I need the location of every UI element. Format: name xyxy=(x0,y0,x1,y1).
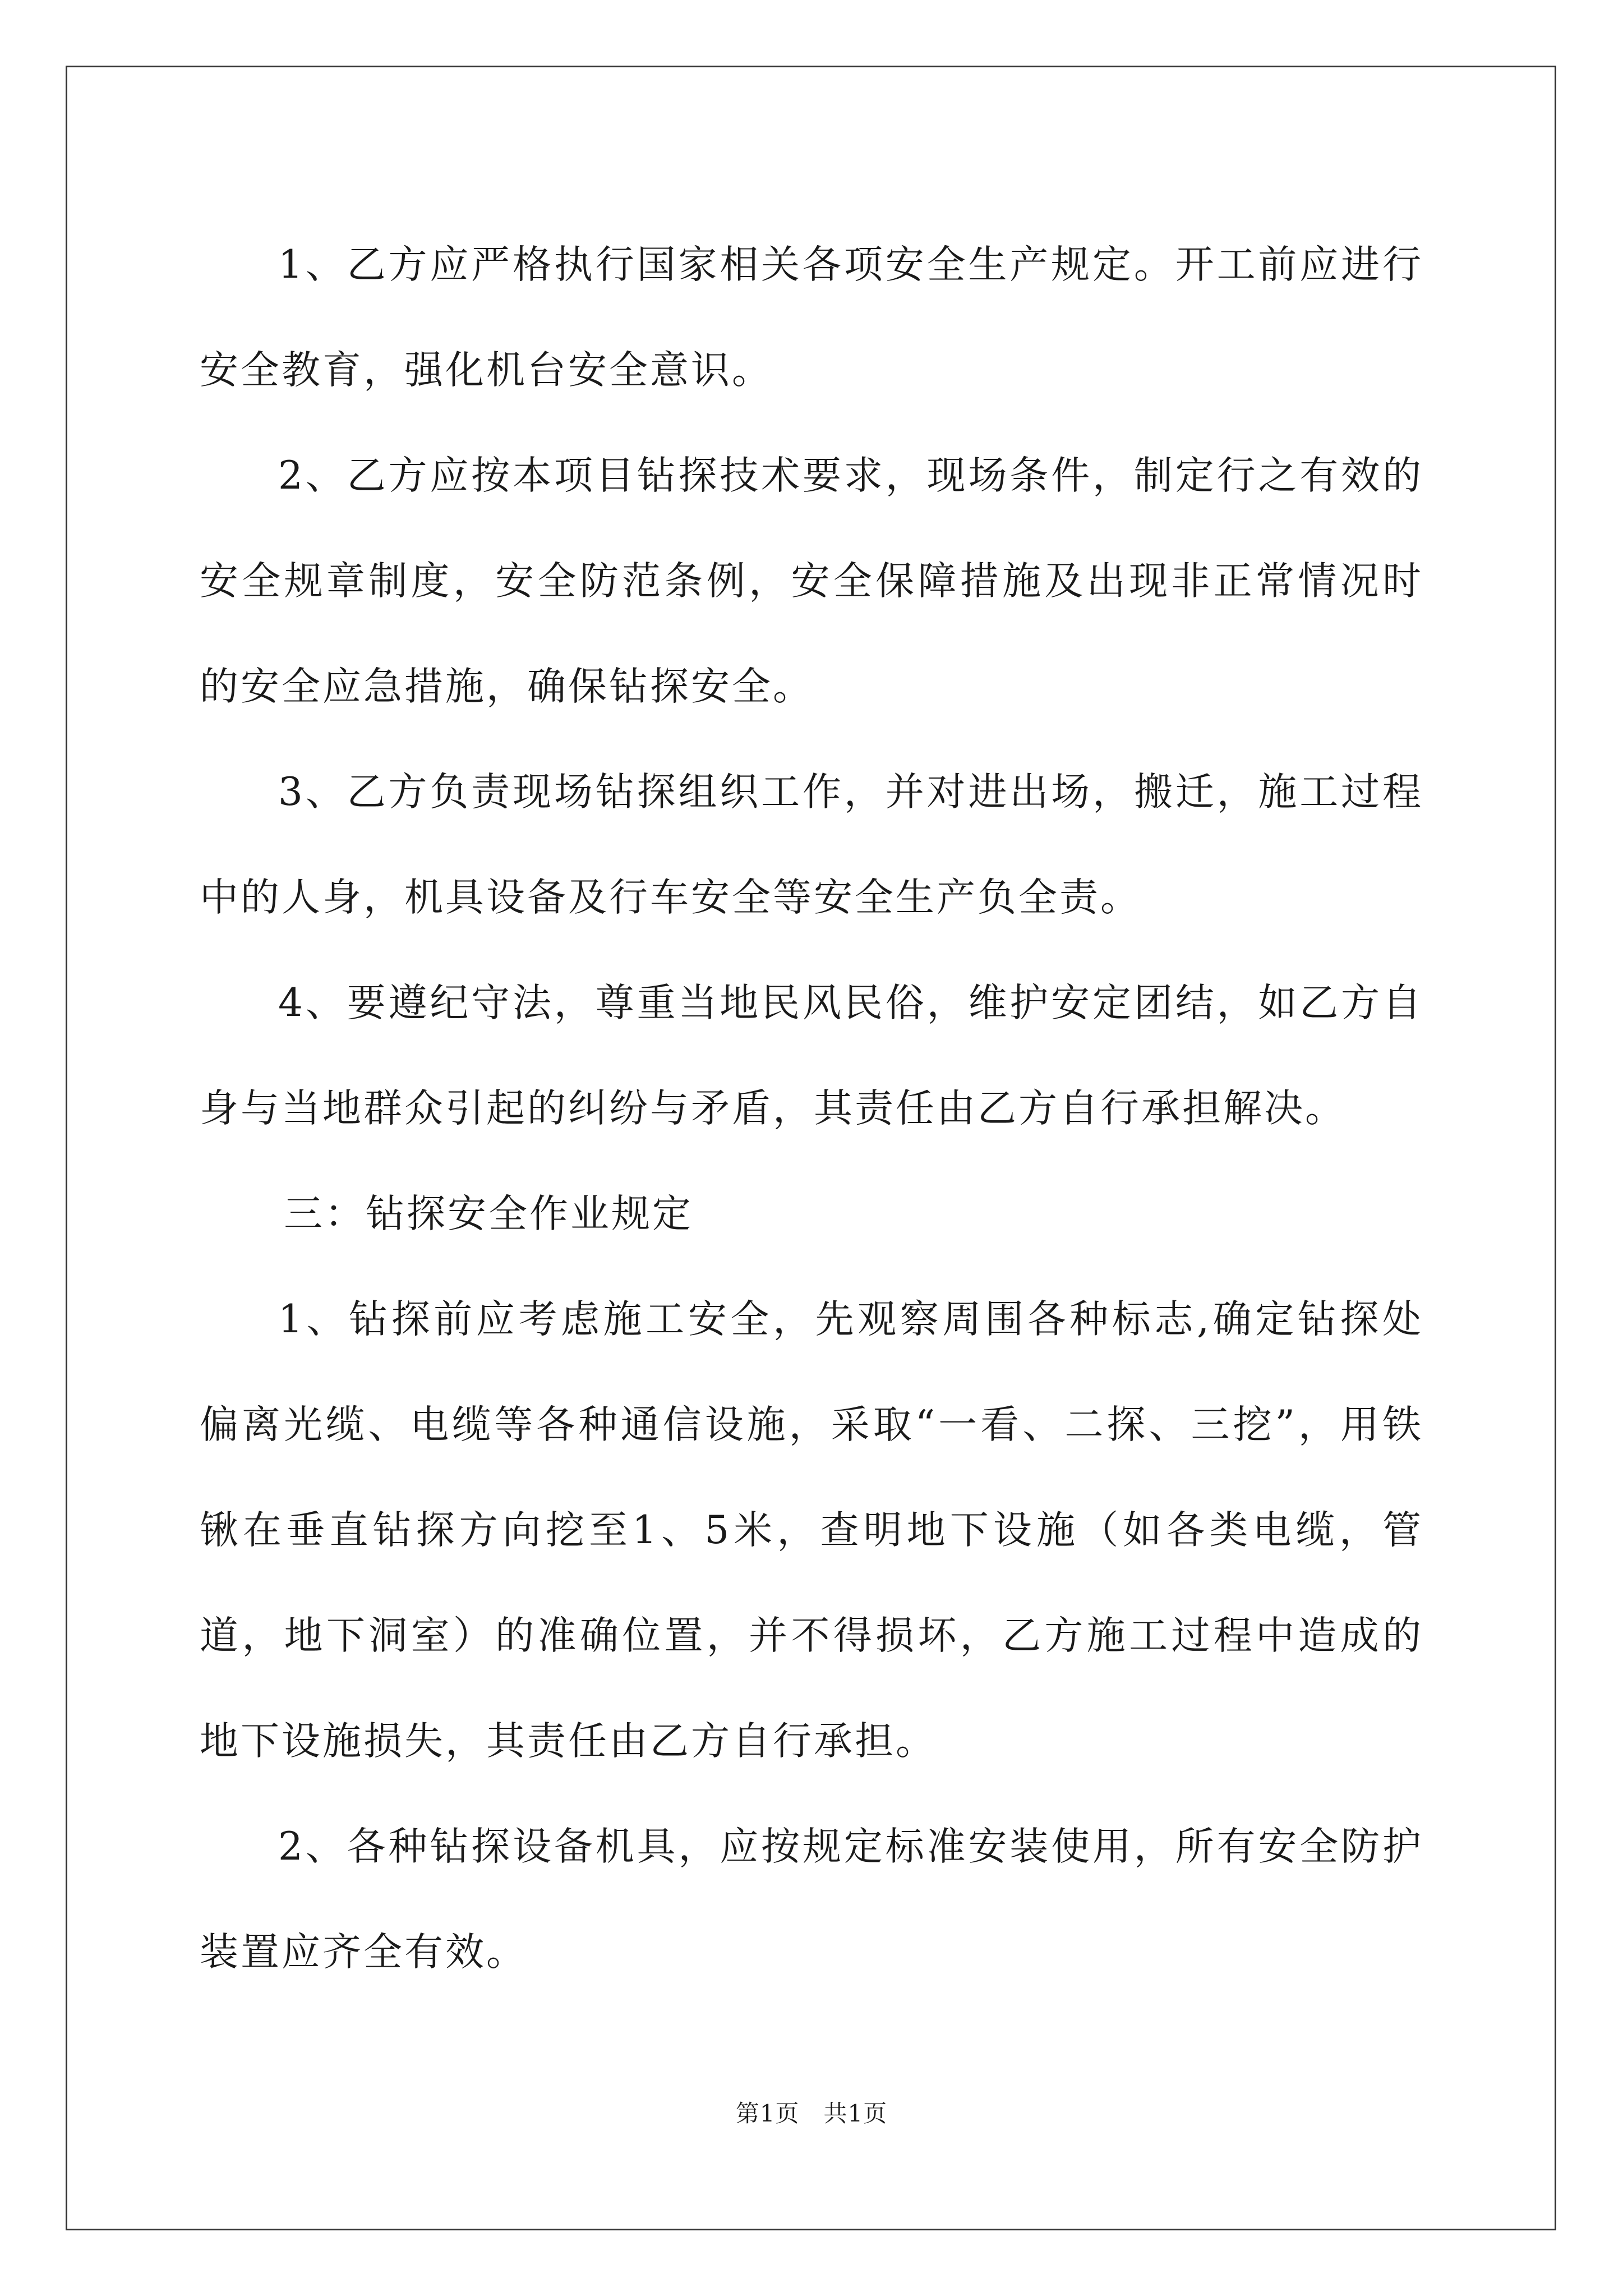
paragraph-1: 1、乙方应严格执行国家相关各项安全生产规定。开工前应进行安全教育，强化机台安全意识。 xyxy=(200,242,1423,393)
paragraph-6: 2、各种钻探设备机具，应按规定标准安装使用，所有安全防护装置应齐全有效。 xyxy=(200,1824,1423,1975)
page-footer xyxy=(0,2095,1623,2129)
paragraph-3: 3、乙方负责现场钻探组织工作，并对进出场，搬迁，施工过程中的人身，机具设备及行车安全等安全生产负全责。 xyxy=(200,770,1423,920)
paragraph-4: 4、要遵纪守法，尊重当地民风民俗，维护安定团结，如乙方自身与当地群众引起的纠纷与矛盾，其责任由乙方自行承担解决。 xyxy=(200,981,1423,1131)
paragraph-5: 1、钻探前应考虑施工安全，先观察周围各种标志,确定钻探处偏离光缆、电缆等各种通信设施，采取“一看、二探、三挖”，用铁锹在垂直钻探方向挖至1、5米，查明地下设施（如各类电缆，管道，地下洞室）的准确位置，并不得损坏，乙方施工过程中造成的地下设施损失，其责任由乙方自行承担。 xyxy=(200,1297,1423,1764)
document-body xyxy=(200,212,1423,2005)
paragraph-2: 2、乙方应按本项目钻探技术要求，现场条件，制定行之有效的安全规章制度，安全防范条例，安全保障措施及出现非正常情况时的安全应急措施，确保钻探安全。 xyxy=(200,453,1423,709)
page-total: 共1页 xyxy=(823,2100,888,2127)
page-number: 第1页 xyxy=(735,2100,800,2127)
section-heading: 三：钻探安全作业规定 xyxy=(284,1191,693,1236)
